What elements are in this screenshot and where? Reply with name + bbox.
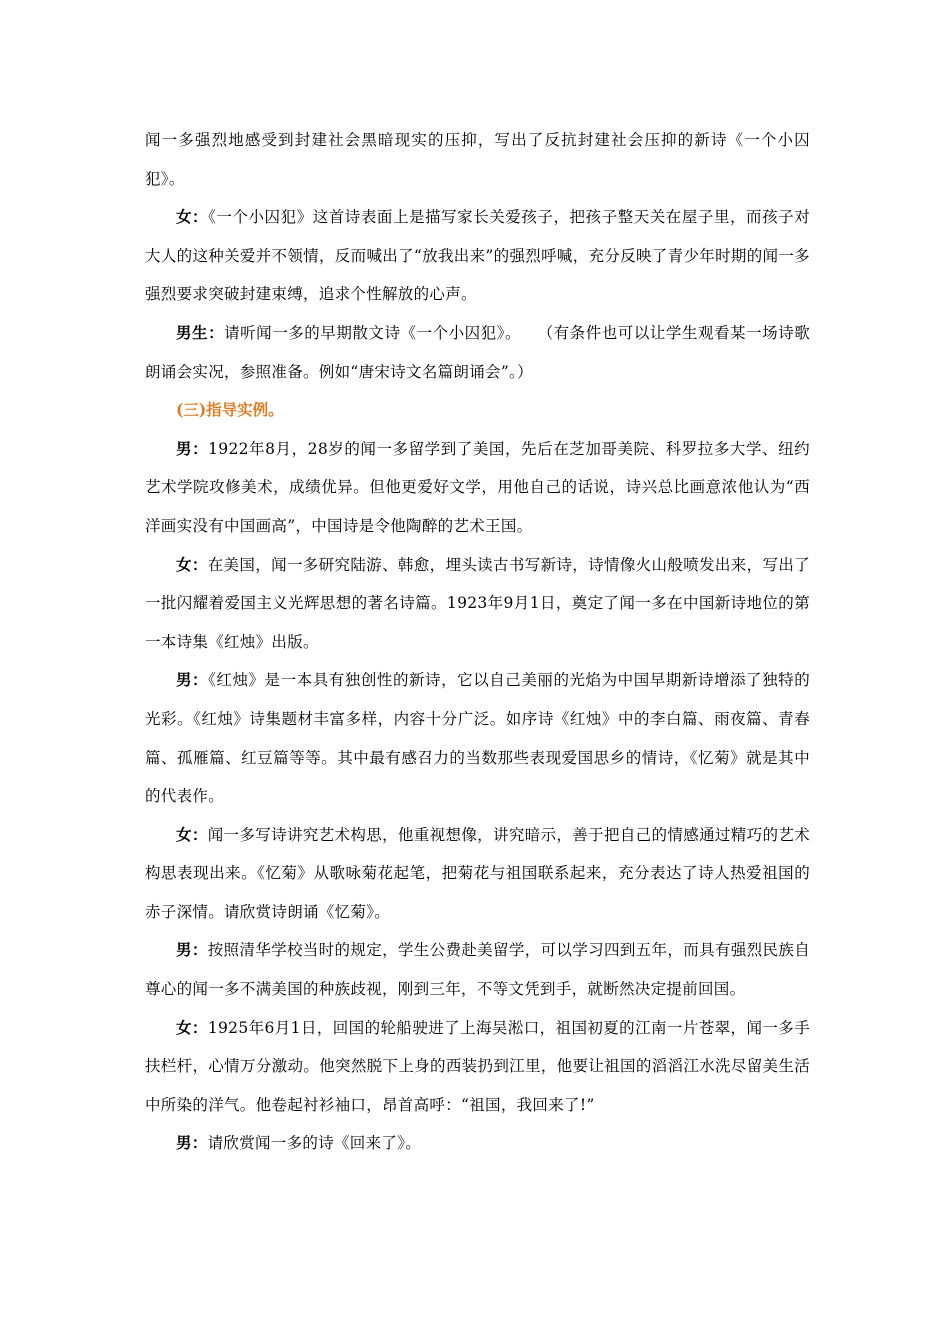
paragraph-1: [145, 121, 810, 198]
section-heading: (三)指导实例。: [176, 400, 284, 420]
paragraph-9: [145, 1009, 810, 1125]
paragraph-text: 《红烛》是一本具有独创性的新诗，它以自己美丽的光焰为中国早期新诗增添了独特的光彩。《红烛》诗集题材丰富多样，内容十分广泛。如序诗《红烛》中的李白篇、雨夜篇、青春篇、孤雁篇、红豆篇等等。其中最有感召力的当数那些表现爱国思乡的情诗，《忆菊》就是其中的代表作。: [145, 671, 810, 806]
document-body: [145, 121, 810, 1163]
speaker-label: 女：: [176, 207, 209, 227]
paragraph-text: 1922年8月，28岁的闻一多留学到了美国，先后在芝加哥美院、科罗拉多大学、纽约艺术学院攻修美术，成绩优异。但他更爱好文学，用他自己的话说，诗兴总比画意浓他认为“西洋画实没有中国画高”，中国诗是令他陶醉的艺术王国。: [145, 439, 810, 535]
paragraph-text: 1925年6月1日，回国的轮船驶进了上海吴淞口，祖国初夏的江南一片苍翠，闻一多手扶栏杆，心情万分激动。他突然脱下上身的西装扔到江里，他要让祖国的滔滔江水洗尽留美生活中所染的洋气。他卷起衬衫袖口，昂首高呼：“祖国，我回来了!”: [145, 1018, 810, 1114]
paragraph-text: 闻一多写诗讲究艺术构思，他重视想像，讲究暗示，善于把自己的情感通过精巧的艺术构思表现出来。《忆菊》从歌咏菊花起笔，把菊花与祖国联系起来，充分表达了诗人热爱祖国的赤子深情。请欣赏诗朗诵《忆菊》。: [145, 825, 810, 921]
paragraph-5: [145, 546, 810, 662]
paragraph-10: [145, 1124, 810, 1163]
paragraph-text: 在美国，闻一多研究陆游、韩愈，埋头读古书写新诗，诗情像火山般喷发出来，写出了一批闪耀着爱国主义光辉思想的著名诗篇。1923年9月1日，奠定了闻一多在中国新诗地位的第一本诗集《红烛》出版。: [145, 555, 810, 651]
speaker-label: 男：: [176, 940, 208, 960]
paragraph-text: 闻一多强烈地感受到封建社会黑暗现实的压抑，写出了反抗封建社会压抑的新诗《一个小囚犯》。: [145, 131, 810, 188]
speaker-label: 男：: [176, 670, 209, 690]
paragraph-7: [145, 816, 810, 932]
speaker-label: 女：: [176, 824, 208, 844]
paragraph-text: 请听闻一多的早期散文诗《一个小囚犯》。 （有条件也可以让学生观看某一场诗歌朗诵会实况，参照准备。例如“唐宋诗文名篇朗诵会”。）: [145, 323, 810, 381]
speaker-label: 女：: [176, 1017, 208, 1037]
speaker-label: 男：: [176, 438, 209, 458]
paragraph-4: [145, 430, 810, 546]
speaker-label: 男：: [176, 1133, 208, 1153]
speaker-label: 男生：: [176, 322, 225, 342]
speaker-label: 女：: [176, 554, 208, 574]
paragraph-3: [145, 314, 810, 391]
paragraph-text: 《一个小囚犯》这首诗表面上是描写家长关爱孩子，把孩子整天关在屋子里，而孩子对大人的这种关爱并不领情，反而喊出了“放我出来”的强烈呼喊，充分反映了青少年时期的闻一多强烈要求突破封建束缚，追求个性解放的心声。: [145, 208, 810, 304]
paragraph-8: [145, 931, 810, 1008]
paragraph-text: 按照清华学校当时的规定，学生公费赴美留学，可以学习四到五年，而具有强烈民族自尊心的闻一多不满美国的种族歧视，刚到三年，不等文凭到手，就断然决定提前回国。: [145, 941, 810, 999]
paragraph-text: 请欣赏闻一多的诗《回来了》。: [207, 1134, 422, 1153]
paragraph-2: [145, 198, 810, 314]
paragraph-6: [145, 661, 810, 815]
